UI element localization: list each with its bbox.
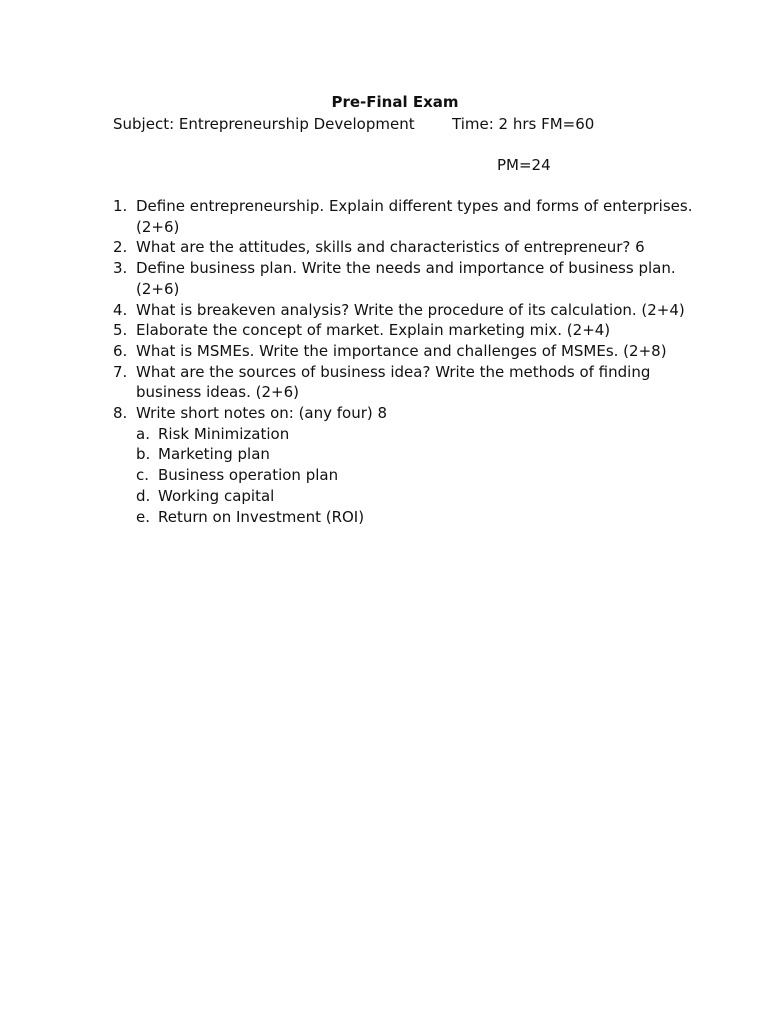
short-note-text: Marketing plan [158,445,270,464]
question-text: Write short notes on: (any four) 8 [136,404,388,423]
short-note-text: Working capital [158,486,275,505]
short-note-text: Return on Investment (ROI) [158,507,365,526]
question-text: Define business plan. Write the needs and importance of business plan. (2+6) [136,259,676,298]
question-list [113,196,713,527]
short-note-item [136,424,713,445]
question-number: 2. [113,238,128,257]
short-note-text: Business operation plan [158,466,339,485]
subject-text: Subject: Entrepreneurship Development [113,115,415,133]
subject-line [113,114,595,134]
question-item [113,196,713,237]
question-number: 7. [113,362,128,381]
short-notes-list [136,424,713,528]
short-note-item [136,507,713,528]
short-note-letter: a. [136,424,150,443]
short-note-letter: d. [136,486,151,505]
question-item [113,362,713,403]
question-text: What is MSMEs. Write the importance and challenges of MSMEs. (2+8) [136,341,667,360]
short-note-letter: e. [136,507,150,526]
question-number: 5. [113,321,128,340]
short-note-item [136,465,713,486]
short-note-letter: b. [136,445,151,464]
time-full-marks: Time: 2 hrs FM=60 [452,115,595,133]
question-text: Define entrepreneurship. Explain different types and forms of enterprises. (2+6) [136,197,693,236]
question-item [113,320,713,341]
short-note-letter: c. [136,466,150,485]
question-item [113,300,713,321]
question-text: Elaborate the concept of market. Explain marketing mix. (2+4) [136,321,611,340]
question-number: 4. [113,300,128,319]
question-text: What are the attitudes, skills and characteristics of entrepreneur? 6 [136,238,645,257]
short-note-item [136,486,713,507]
question-number: 6. [113,341,128,360]
question-number: 1. [113,197,128,215]
short-note-text: Risk Minimization [158,424,290,443]
question-text: What is breakeven analysis? Write the procedure of its calculation. (2+4) [136,300,685,319]
short-note-item [136,444,713,465]
question-text: What are the sources of business idea? Write the methods of finding business ideas. (2+6) [136,362,651,402]
question-item [113,341,713,362]
question-item [113,258,713,299]
pass-marks: PM=24 [497,156,551,174]
page-title: Pre-Final Exam [331,93,459,111]
question-number: 3. [113,259,128,278]
question-item [113,237,713,258]
question-item [113,403,713,527]
question-number: 8. [113,404,128,423]
